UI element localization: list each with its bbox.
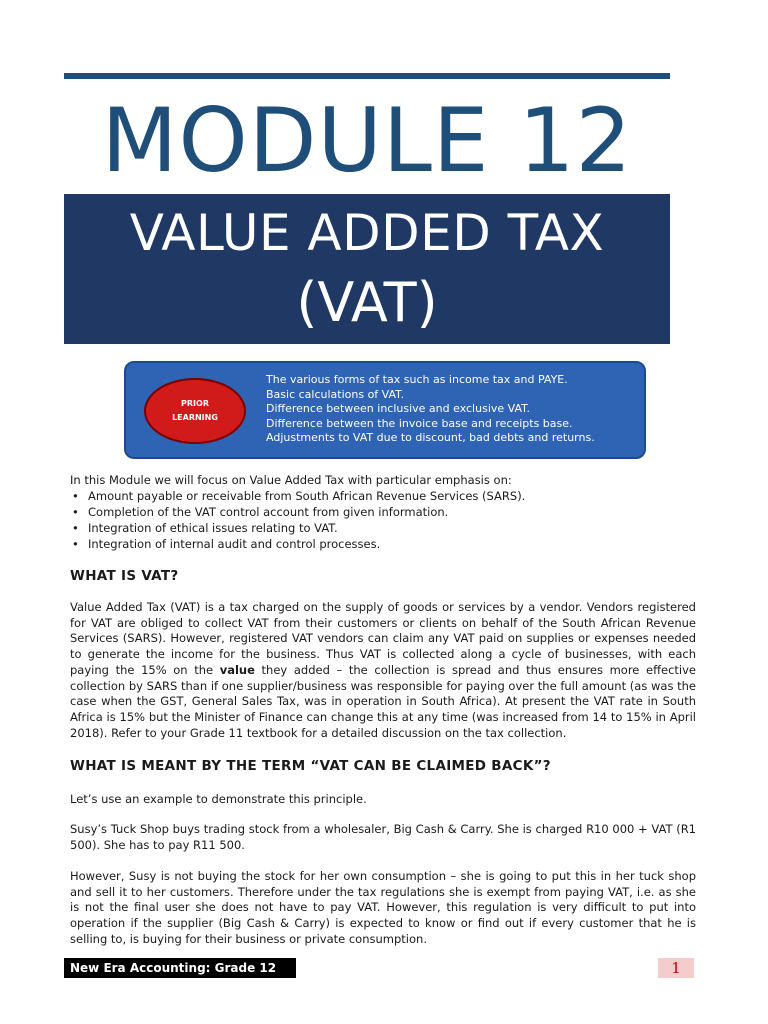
vat-banner <box>64 194 670 344</box>
prior-learning-badge <box>144 378 246 444</box>
vat-text-bold: value <box>219 662 255 677</box>
intro-lead: In this Module we will focus on Value Added Tax with particular emphasis on: <box>70 473 512 487</box>
prior-learning-item: Difference between inclusive and exclusive VAT. <box>266 402 531 415</box>
susy-purchase-paragraph: Susy’s Tuck Shop buys trading stock from a wholesaler, Big Cash & Carry. She is charged R10 000 + VAT (R1 500). She has to pay R11 500. <box>70 822 696 852</box>
intro-section <box>70 472 702 552</box>
prior-learning-label-line1: PRIOR <box>181 399 209 408</box>
what-is-vat-paragraph <box>70 600 696 741</box>
prior-learning-label-line2: LEARNING <box>172 413 218 422</box>
heading-vat-claimed-back: WHAT IS MEANT BY THE TERM “VAT CAN BE CLAIMED BACK”? <box>70 758 551 774</box>
example-intro-paragraph: Let’s use an example to demonstrate this principle. <box>70 792 367 806</box>
prior-learning-item: The various forms of tax such as income tax and PAYE. <box>266 373 568 386</box>
page-number: 1 <box>658 958 694 978</box>
banner-title-line2: (VAT) <box>296 271 438 334</box>
vat-text-part1: Value Added Tax (VAT) is a tax charged on the supply of goods or services by a vendor. Vendors registered for VAT are obliged to collect VAT from their customers or clients on behalf of the South African Revenue Services (SARS). However, registered VAT vendors can claim any VAT paid on supplies or expenses needed to generate the income for the business. Thus VAT is collected along a cycle of businesses, with each paying the 15% on the <box>70 600 696 677</box>
top-rule <box>64 73 670 79</box>
footer-label: New Era Accounting: Grade 12 <box>64 958 296 978</box>
intro-bullet: • Amount payable or receivable from South African Revenue Services (SARS). <box>70 488 702 504</box>
intro-bullet: • Integration of internal audit and control processes. <box>70 536 702 552</box>
intro-bullet-list <box>70 488 702 552</box>
prior-learning-item: Basic calculations of VAT. <box>266 387 405 401</box>
vat-text-part2: they added – the collection is spread and thus ensures more effective collection by SARS than if one supplier/business was responsible for paying over the full amount (as was the case when the GST, General Sales Tax, was in operation in South Africa). At present the VAT rate in South Africa is 15% but the Minister of Finance can change this at any time (was increased from 14 to 15% in April 2018). Refer to your Grade 11 textbook for a detailed discussion on the tax collection. <box>70 662 696 740</box>
heading-what-is-vat: WHAT IS VAT? <box>70 568 179 584</box>
banner-title-line1: VALUE ADDED TAX <box>129 204 605 262</box>
module-title: MODULE 12 <box>101 89 633 192</box>
intro-bullet: • Completion of the VAT control account from given information. <box>70 504 702 520</box>
susy-exemption-paragraph: However, Susy is not buying the stock for her own consumption – she is going to put this in her tuck shop and sell it to her customers. Therefore under the tax regulations she is exempt from paying VAT, i.e. as she is not the final user she does not have to pay VAT. However, this regulation is very difficult to put into operation if the supplier (Big Cash & Carry) is expected to know or find out if every customer that he is selling to, is buying for their business or private consumption. <box>70 869 696 946</box>
prior-learning-item: Difference between the invoice base and receipts base. <box>266 416 573 430</box>
prior-learning-list <box>266 373 636 446</box>
prior-learning-item: Adjustments to VAT due to discount, bad debts and returns. <box>266 431 595 444</box>
intro-bullet: • Integration of ethical issues relating to VAT. <box>70 520 702 536</box>
prior-learning-box <box>124 361 646 459</box>
